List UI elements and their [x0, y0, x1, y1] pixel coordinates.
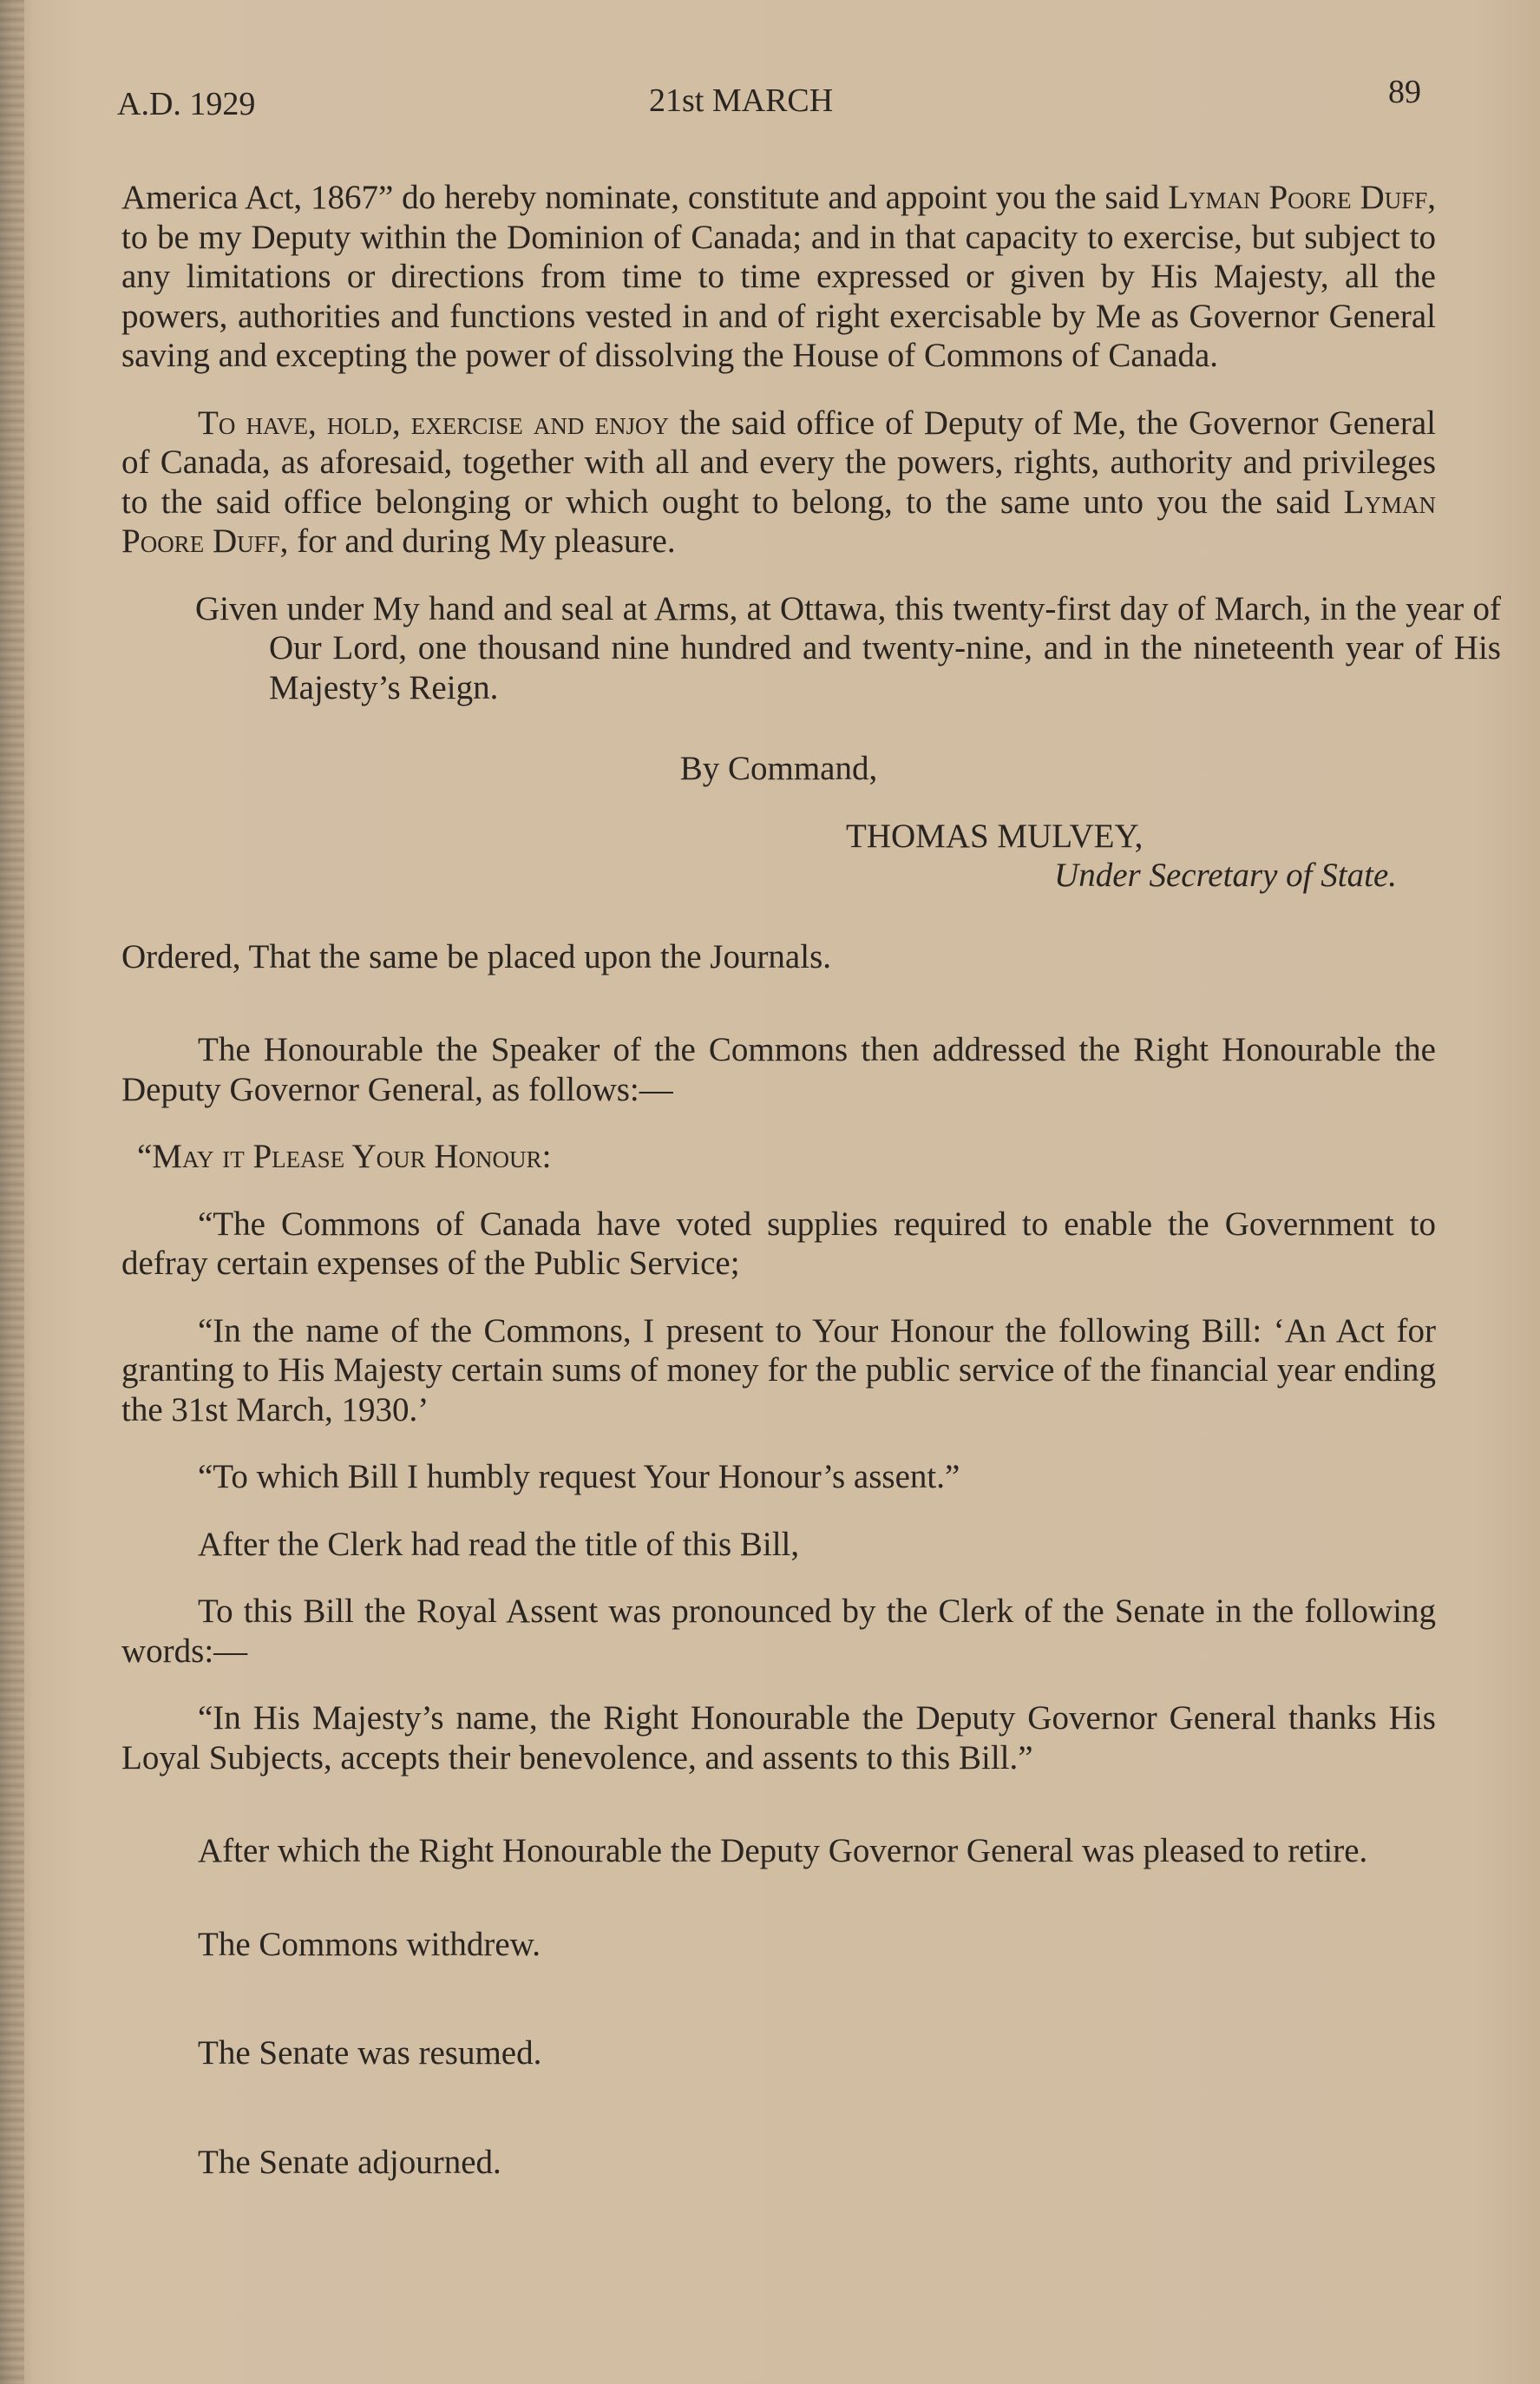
page-header — [0, 74, 1540, 132]
by-command: By Command, — [679, 750, 878, 787]
to-have-lead: To have, hold, exercise and enjoy — [198, 404, 669, 442]
name-lyman-poore-duff-2: Lyman Poore Duff — [121, 483, 1436, 560]
paragraph-to-have: To have, hold, exercise and enjoy the said office of Deputy of Me, the Governor General of Canada, as aforesaid, together with all and every the powers, rights, authority and privileges to the said office belonging or which ought to belong, to the same unto you the said Lyman Poore Duff, for and during My pleasure. — [121, 404, 1436, 560]
commons-withdrew: The Commons withdrew. — [198, 1925, 541, 1963]
royal-assent: To this Bill the Royal Assent was pronounced by the Clerk of the Senate in the following words:— — [121, 1593, 1436, 1670]
commons-voted: “The Commons of Canada have voted supplies required to enable the Government to defray certain expenses of the Public Service; — [121, 1205, 1436, 1282]
ordered-journals: Ordered, That the same be placed upon the Journals. — [121, 937, 832, 975]
page-binding-edge — [0, 0, 24, 2384]
to-which-bill: “To which Bill I humbly request Your Honour’s assent.” — [198, 1458, 960, 1495]
given-under-hand: Given under My hand and seal at Arms, at Ottawa, this twenty-first day of March, in the year of Our Lord, one thousand nine hundred and twenty-nine, and in the nineteenth year of His Majesty’s Reign. — [195, 589, 1501, 706]
after-which: After which the Right Honourable the Deputy Governor General was pleased to retire. — [198, 1832, 1368, 1869]
signer-title: Under Secretary of State. — [1054, 857, 1397, 894]
senate-resumed: The Senate was resumed. — [198, 2034, 542, 2072]
paragraph-commission: America Act, 1867” do hereby nominate, constitute and appoint you the said Lyman Poore Duff, to be my Deputy within the Dominion of Canada; and in that capacity to exercise, but subject to any limitations or directions from time to time expressed or given by His Majesty, all the powers, authorities and functions vested in and of right exercisable by Me as Governor General saving and excepting the power of dissolving the House of Commons of Canada. — [121, 179, 1436, 374]
page-number: 89 — [1388, 74, 1421, 110]
name-lyman-poore-duff: Lyman Poore Duff — [1168, 179, 1428, 216]
after-clerk: After the Clerk had read the title of this Bill, — [198, 1525, 800, 1563]
speaker-address: The Honourable the Speaker of the Commons then addressed the Right Honourable the Deputy Governor General, as follows:— — [121, 1031, 1436, 1108]
header-date: 21st MARCH — [649, 82, 834, 119]
senate-adjourned: The Senate adjourned. — [198, 2143, 501, 2181]
his-majesty-name: “In His Majesty’s name, the Right Honourable the Deputy Governor General thanks His Loyal Subjects, accepts their benevolence, and assents to this Bill.” — [121, 1699, 1436, 1777]
header-year: A.D. 1929 — [117, 86, 256, 122]
signer-name: THOMAS MULVEY, — [846, 817, 1144, 855]
document-body — [121, 178, 1501, 2182]
in-the-name: “In the name of the Commons, I present to Your Honour the following Bill: ‘An Act for granting to His Majesty certain sums of money for the public service of the financial year ending the 31st March, 1930.’ — [121, 1311, 1436, 1428]
may-it-please: “May it Please Your Honour: — [137, 1138, 552, 1175]
